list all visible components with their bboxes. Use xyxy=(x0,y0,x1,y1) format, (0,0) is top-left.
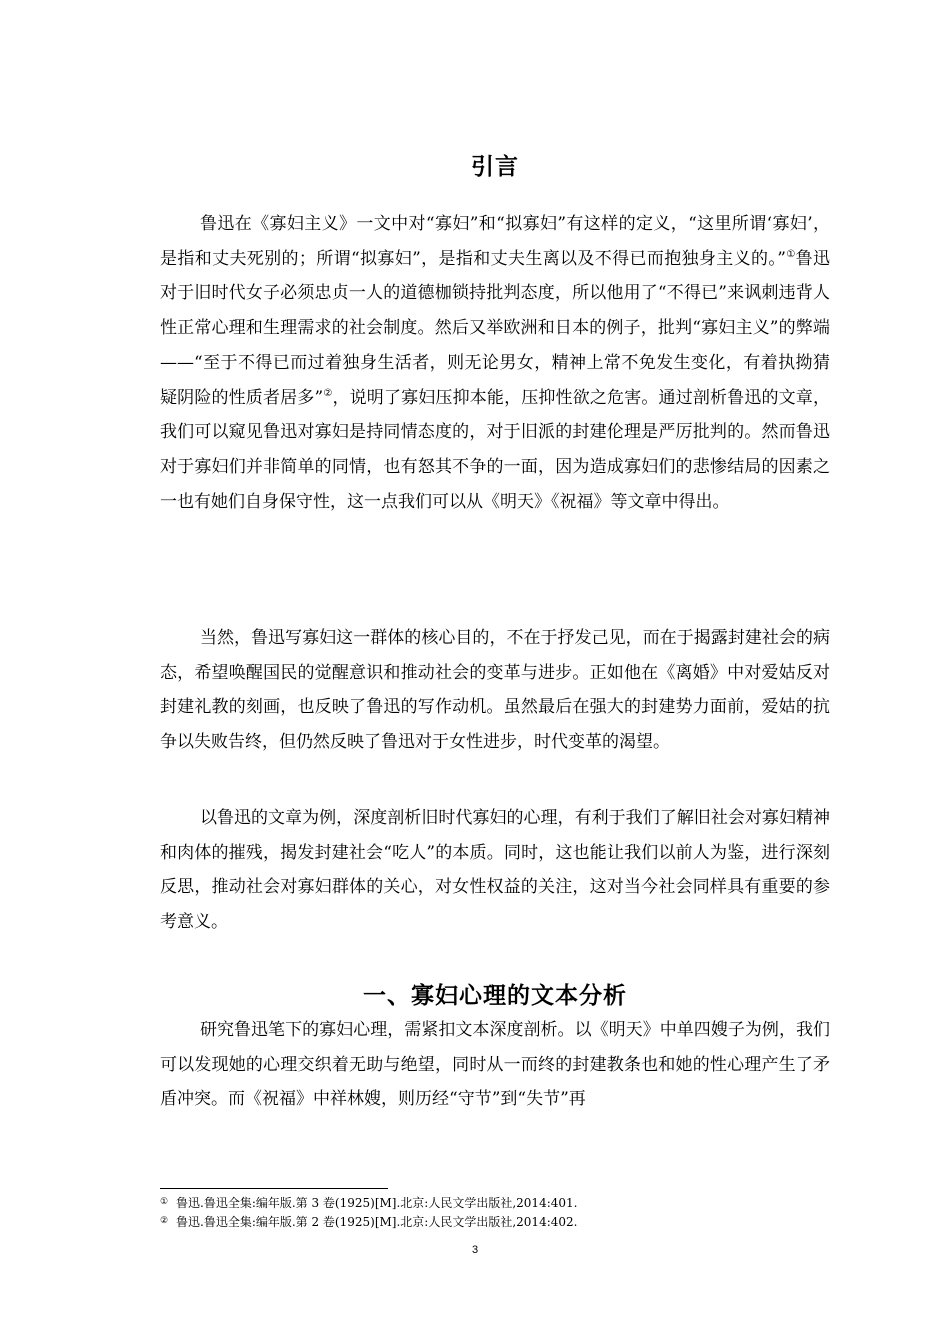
footnote-mark: ① xyxy=(160,1197,169,1207)
footnote-item xyxy=(160,1193,830,1212)
section-paragraph: 研究鲁迅笔下的寡妇心理，需紧扣文本深度剖析。以《明天》中单四嫂子为例，我们可以发现她的心理交织着无助与绝望，同时从一而终的封建教条也和她的性心理产生了矛盾冲突。而《祝福》中祥林嫂，则历经“守节”到“失节”再 xyxy=(160,1020,830,1110)
footnote-divider xyxy=(160,1188,388,1189)
paragraph-text: 鲁迅在《寡妇主义》一文中对“寡妇”和“拟寡妇”有这样的定义，“这里所谓‘寡妇’，是指和丈夫死别的；所谓“拟寡妇”，是指和丈夫生离以及不得已而抱独身主义的。” xyxy=(160,214,830,269)
page-number: 3 xyxy=(471,1244,479,1256)
intro-paragraph: 以鲁迅的文章为例，深度剖析旧时代寡妇的心理，有利于我们了解旧社会对寡妇精神和肉体的摧残，揭发封建社会“吃人”的本质。同时，这也能让我们以前人为鉴，进行深刻反思，推动社会对寡妇群体的关心，对女性权益的关注，这对当今社会同样具有重要的参考意义。 xyxy=(160,808,830,933)
footnote-text: 鲁迅.鲁迅全集:编年版.第 3 卷(1925)[M].北京:人民文学出版社,2014:401. xyxy=(176,1196,578,1210)
intro-paragraph xyxy=(160,207,830,519)
paragraph-text: 鲁迅对于旧时代女子必须忠贞一人的道德枷锁持批判态度，所以他用了“不得已”来讽刺违背人性正常心理和生理需求的社会制度。然后又举欧洲和日本的例子，批判“寡妇主义”的弊端——“至于不得已而过着独身生活者，则无论男女，精神上常不免发生变化，有着执拗猜疑阴险的性质者居多” xyxy=(160,248,831,408)
footnote-ref: ① xyxy=(785,248,796,260)
footnote-ref: ② xyxy=(323,387,333,399)
paragraph-text: ，说明了寡妇压抑本能，压抑性欲之危害。通过剖析鲁迅的文章，我们可以窥见鲁迅对寡妇是持同情态度的，对于旧派的封建伦理是严厉批判的。然而鲁迅对于寡妇们并非简单的同情，也有怒其不争的一面，因为造成寡妇们的悲惨结局的因素之一也有她们自身保守性，这一点我们可以从《明天》《祝福》等文章中得出。 xyxy=(160,387,830,512)
section-title-introduction: 引言 xyxy=(471,154,519,180)
footnote-item xyxy=(160,1212,830,1231)
section-title-text-analysis: 一、寡妇心理的文本分析 xyxy=(363,983,627,1009)
footnotes xyxy=(160,1193,830,1231)
footnote-text: 鲁迅.鲁迅全集:编年版.第 2 卷(1925)[M].北京:人民文学出版社,2014:402. xyxy=(176,1215,578,1229)
intro-paragraph: 当然，鲁迅写寡妇这一群体的核心目的，不在于抒发己见，而在于揭露封建社会的病态，希望唤醒国民的觉醒意识和推动社会的变革与进步。正如他在《离婚》中对爱姑反对封建礼教的刻画，也反映了鲁迅的写作动机。虽然最后在强大的封建势力面前，爱姑的抗争以失败告终，但仍然反映了鲁迅对于女性进步，时代变革的渴望。 xyxy=(160,628,830,753)
footnote-mark: ② xyxy=(160,1216,169,1226)
